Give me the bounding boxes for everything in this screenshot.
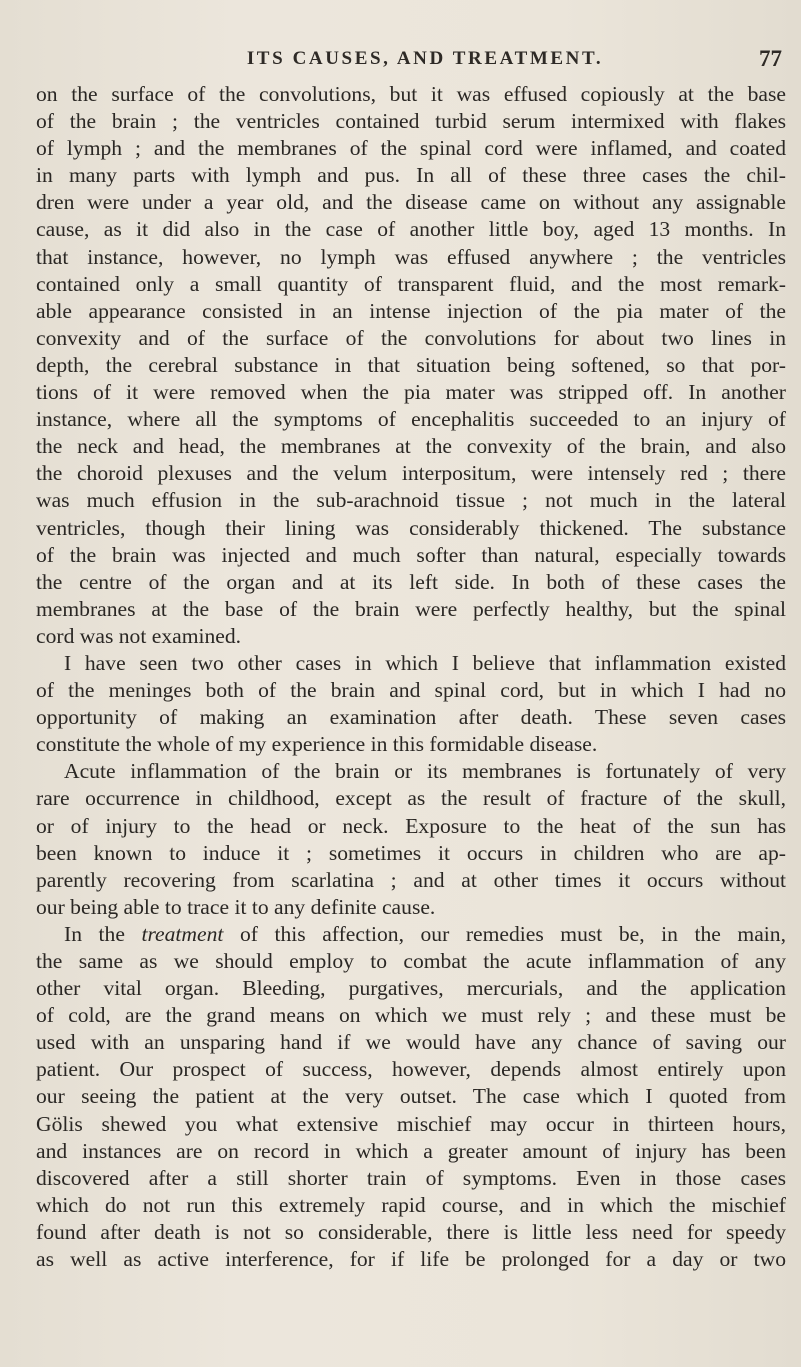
text-line: ventricles, though their lining was considerably thickened. The substance (36, 515, 786, 540)
text-line: I have seen two other cases in which I believe that inflammation existed (64, 650, 786, 675)
text-line: other vital organ. Bleeding, purgatives, mercurials, and the application (36, 976, 786, 1001)
running-head (60, 48, 790, 76)
text-line: cause, as it did also in the case of another little boy, aged 13 months. In (36, 217, 786, 242)
text-line: the neck and head, the membranes at the convexity of the brain, and also (36, 434, 786, 459)
text-segment: of this affection, our remedies must be, in the main, (223, 921, 786, 946)
text-line: the centre of the organ and at its left side. In both of these cases the (36, 569, 786, 594)
text-line: our seeing the patient at the very outset. The case which I quoted from (36, 1084, 786, 1109)
page-number: 77 (759, 46, 782, 71)
text-line: of lymph ; and the membranes of the spinal cord were inflamed, and coated (36, 136, 786, 161)
text-line: of cold, are the grand means on which we must rely ; and these must be (36, 1003, 786, 1028)
text-line: or of injury to the head or neck. Exposure to the heat of the sun has (36, 813, 786, 838)
text-line: convexity and of the surface of the convolutions for about two lines in (36, 325, 786, 350)
italic-term: treatment (141, 921, 224, 946)
text-line: constitute the whole of my experience in this formidable disease. (36, 732, 598, 757)
text-line: patient. Our prospect of success, however, depends almost entirely upon (36, 1057, 786, 1082)
text-line: depth, the cerebral substance in that situation being softened, so that por- (36, 352, 786, 377)
text-line: which do not run this extremely rapid course, and in which the mischief (36, 1192, 786, 1217)
text-line: used with an unsparing hand if we would have any chance of saving our (36, 1030, 786, 1055)
text-line: parently recovering from scarlatina ; and at other times it occurs without (36, 867, 786, 892)
text-line: Acute inflammation of the brain or its membranes is fortunately of very (64, 759, 786, 784)
body-text (36, 81, 786, 1273)
text-line: our being able to trace it to any definite cause. (36, 894, 436, 919)
text-line: Gölis shewed you what extensive mischief may occur in thirteen hours, (36, 1111, 786, 1136)
text-line: discovered after a still shorter train of symptoms. Even in those cases (36, 1165, 786, 1190)
text-line: in many parts with lymph and pus. In all of these three cases the chil- (36, 163, 786, 188)
text-line: cord was not examined. (36, 623, 242, 648)
text-line: of the meninges both of the brain and spinal cord, but in which I had no (36, 678, 786, 703)
text-line: the choroid plexuses and the velum interpositum, were intensely red ; there (36, 461, 786, 486)
text-line: and instances are on record in which a greater amount of injury has been (36, 1138, 786, 1163)
text-line-with-italic (36, 921, 786, 948)
text-line: contained only a small quantity of transparent fluid, and the most remark- (36, 271, 786, 296)
text-line: tions of it were removed when the pia mater was stripped off. In another (36, 380, 786, 405)
text-line: that instance, however, no lymph was effused anywhere ; the ventricles (36, 244, 786, 269)
text-line: on the surface of the convolutions, but it was effused copiously at the base (36, 82, 786, 106)
text-line: instance, where all the symptoms of encephalitis succeeded to an injury of (36, 407, 786, 432)
text-line: opportunity of making an examination after death. These seven cases (36, 705, 786, 730)
running-title: ITS CAUSES, AND TREATMENT. (246, 48, 604, 69)
text-line: dren were under a year old, and the disease came on without any assignable (36, 190, 786, 215)
text-line: able appearance consisted in an intense injection of the pia mater of the (36, 298, 786, 323)
text-line: was much effusion in the sub-arachnoid tissue ; not much in the lateral (36, 488, 786, 513)
text-line: rare occurrence in childhood, except as the result of fracture of the skull, (36, 786, 786, 811)
text-line: as well as active interference, for if life be prolonged for a day or two (36, 1247, 786, 1272)
text-line: of the brain was injected and much softer than natural, especially towards (36, 542, 786, 567)
text-line: been known to induce it ; sometimes it occurs in children who are ap- (36, 840, 786, 865)
text-line: the same as we should employ to combat the acute inflammation of any (36, 949, 786, 973)
text-line: found after death is not so considerable, there is little less need for speedy (36, 1219, 786, 1244)
text-line: membranes at the base of the brain were perfectly healthy, but the spinal (36, 596, 786, 621)
text-segment: In the (64, 921, 142, 946)
text-line: of the brain ; the ventricles contained turbid serum intermixed with flakes (36, 109, 786, 134)
